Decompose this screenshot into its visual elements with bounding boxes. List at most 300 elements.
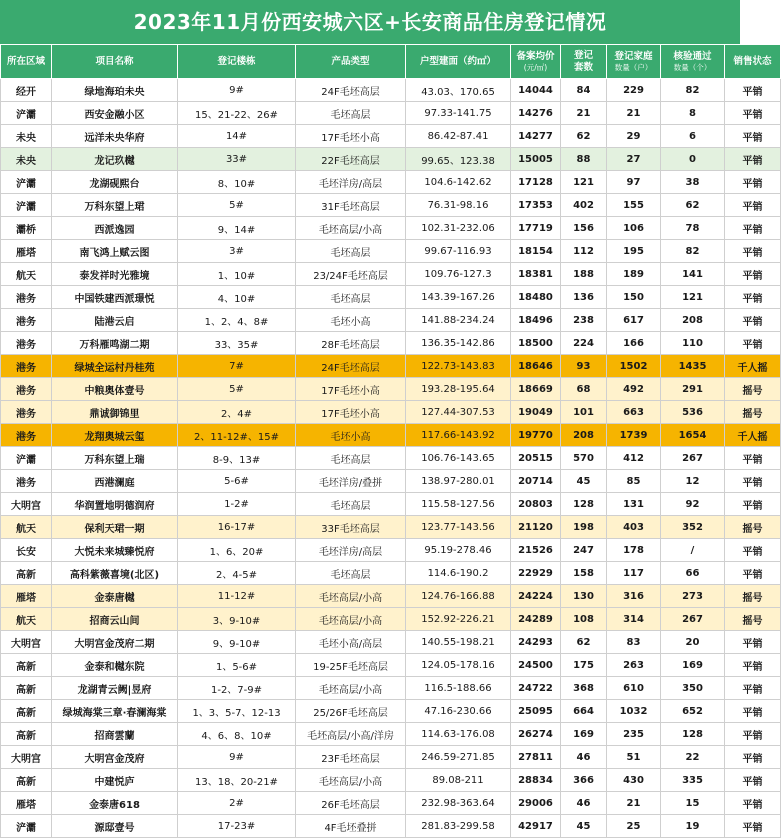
- cell-name: 龙记玖樾: [52, 148, 178, 171]
- table-row: [1, 125, 781, 148]
- cell-name: 龙湖青云阙|昱府: [52, 677, 178, 700]
- cell-type: 23/24F毛坯高层: [296, 263, 406, 286]
- table-row: [1, 608, 781, 631]
- cell-type: 17F毛坯小高: [296, 378, 406, 401]
- cell-verified: 110: [661, 332, 725, 355]
- cell-units: 570: [561, 447, 607, 470]
- cell-buildings: 33#: [178, 148, 296, 171]
- cell-status: 平销: [725, 194, 781, 217]
- cell-type: 24F毛坯高层: [296, 79, 406, 102]
- cell-type: 毛坯高层/小高: [296, 769, 406, 792]
- cell-area: 106.76-143.65: [406, 447, 511, 470]
- cell-verified: 141: [661, 263, 725, 286]
- cell-families: 492: [607, 378, 661, 401]
- header-status: 销售状态: [725, 45, 781, 79]
- cell-area: 104.6-142.62: [406, 171, 511, 194]
- table-row: [1, 516, 781, 539]
- cell-name: 大明宫金茂府二期: [52, 631, 178, 654]
- cell-price: 19770: [511, 424, 561, 447]
- cell-units: 108: [561, 608, 607, 631]
- table-row: [1, 263, 781, 286]
- table-row: [1, 792, 781, 815]
- cell-verified: 62: [661, 194, 725, 217]
- table-row: [1, 148, 781, 171]
- cell-status: 摇号: [725, 401, 781, 424]
- cell-verified: 20: [661, 631, 725, 654]
- registration-table: [0, 44, 781, 838]
- cell-area: 86.42-87.41: [406, 125, 511, 148]
- cell-verified: 15: [661, 792, 725, 815]
- cell-buildings: 2、4-5#: [178, 562, 296, 585]
- cell-units: 21: [561, 102, 607, 125]
- cell-price: 29006: [511, 792, 561, 815]
- table-row: [1, 585, 781, 608]
- cell-region: 港务: [1, 309, 52, 332]
- cell-region: 高新: [1, 654, 52, 677]
- cell-families: 229: [607, 79, 661, 102]
- cell-buildings: 17-23#: [178, 815, 296, 838]
- cell-verified: 8: [661, 102, 725, 125]
- cell-verified: 1654: [661, 424, 725, 447]
- cell-name: 龙湖砚熙台: [52, 171, 178, 194]
- cell-price: 18669: [511, 378, 561, 401]
- cell-region: 大明宫: [1, 631, 52, 654]
- cell-verified: 273: [661, 585, 725, 608]
- cell-area: 136.35-142.86: [406, 332, 511, 355]
- cell-price: 24722: [511, 677, 561, 700]
- cell-price: 42917: [511, 815, 561, 838]
- cell-price: 24500: [511, 654, 561, 677]
- cell-units: 46: [561, 746, 607, 769]
- table-row: [1, 240, 781, 263]
- table-row: [1, 700, 781, 723]
- cell-area: 76.31-98.16: [406, 194, 511, 217]
- cell-price: 18154: [511, 240, 561, 263]
- cell-type: 毛坯小高: [296, 309, 406, 332]
- cell-type: 毛坯高层/小高: [296, 608, 406, 631]
- header-verified-unit: 数量（个）: [673, 62, 712, 72]
- cell-name: 陆港云启: [52, 309, 178, 332]
- cell-families: 430: [607, 769, 661, 792]
- cell-units: 46: [561, 792, 607, 815]
- cell-name: 泰发祥时光雅境: [52, 263, 178, 286]
- table-row: [1, 723, 781, 746]
- cell-buildings: 2#: [178, 792, 296, 815]
- cell-units: 188: [561, 263, 607, 286]
- cell-status: 千人摇: [725, 355, 781, 378]
- cell-type: 毛坯高层: [296, 240, 406, 263]
- table-header-row: [1, 45, 781, 79]
- cell-buildings: 9#: [178, 746, 296, 769]
- cell-buildings: 16-17#: [178, 516, 296, 539]
- cell-name: 金泰唐618: [52, 792, 178, 815]
- cell-units: 88: [561, 148, 607, 171]
- cell-families: 117: [607, 562, 661, 585]
- cell-units: 238: [561, 309, 607, 332]
- cell-status: 千人摇: [725, 424, 781, 447]
- cell-verified: 208: [661, 309, 725, 332]
- table-row: [1, 378, 781, 401]
- cell-status: 平销: [725, 332, 781, 355]
- cell-price: 21120: [511, 516, 561, 539]
- cell-families: 155: [607, 194, 661, 217]
- cell-type: 26F毛坯高层: [296, 792, 406, 815]
- cell-verified: 267: [661, 447, 725, 470]
- cell-price: 22929: [511, 562, 561, 585]
- cell-price: 24293: [511, 631, 561, 654]
- header-price: [511, 45, 561, 79]
- cell-status: 平销: [725, 654, 781, 677]
- cell-type: 毛坯洋房/高层: [296, 539, 406, 562]
- header-verified: [661, 45, 725, 79]
- cell-region: 浐灞: [1, 194, 52, 217]
- cell-families: 106: [607, 217, 661, 240]
- cell-price: 18496: [511, 309, 561, 332]
- cell-buildings: 11-12#: [178, 585, 296, 608]
- cell-name: 中建悦庐: [52, 769, 178, 792]
- cell-status: 平销: [725, 631, 781, 654]
- table-row: [1, 332, 781, 355]
- table-body: [1, 79, 781, 838]
- cell-buildings: 2、4#: [178, 401, 296, 424]
- cell-name: 源邸壹号: [52, 815, 178, 838]
- cell-region: 航天: [1, 608, 52, 631]
- cell-verified: 82: [661, 79, 725, 102]
- cell-units: 136: [561, 286, 607, 309]
- cell-region: 灞桥: [1, 217, 52, 240]
- cell-families: 195: [607, 240, 661, 263]
- cell-region: 港务: [1, 424, 52, 447]
- table-row: [1, 401, 781, 424]
- cell-name: 万科雁鸣湖二期: [52, 332, 178, 355]
- cell-status: 平销: [725, 562, 781, 585]
- cell-type: 毛坯洋房/高层: [296, 171, 406, 194]
- cell-type: 毛坯高层/小高: [296, 585, 406, 608]
- cell-verified: /: [661, 539, 725, 562]
- cell-price: 20714: [511, 470, 561, 493]
- cell-units: 247: [561, 539, 607, 562]
- cell-region: 航天: [1, 516, 52, 539]
- cell-name: 金泰唐樾: [52, 585, 178, 608]
- cell-buildings: 9、9-10#: [178, 631, 296, 654]
- cell-status: 摇号: [725, 378, 781, 401]
- cell-name: 招商雲蘭: [52, 723, 178, 746]
- cell-status: 平销: [725, 539, 781, 562]
- cell-area: 232.98-363.64: [406, 792, 511, 815]
- cell-verified: 291: [661, 378, 725, 401]
- cell-buildings: 3#: [178, 240, 296, 263]
- cell-buildings: 33、35#: [178, 332, 296, 355]
- cell-families: 166: [607, 332, 661, 355]
- header-price-unit: (元/㎡): [523, 62, 548, 72]
- cell-name: 南飞鸿上赋云图: [52, 240, 178, 263]
- table-row: [1, 171, 781, 194]
- table-row: [1, 562, 781, 585]
- cell-units: 101: [561, 401, 607, 424]
- cell-type: 33F毛坯高层: [296, 516, 406, 539]
- header-units-label: 登记: [573, 49, 593, 61]
- cell-verified: 22: [661, 746, 725, 769]
- cell-name: 华润置地明德润府: [52, 493, 178, 516]
- cell-verified: 82: [661, 240, 725, 263]
- cell-status: 平销: [725, 677, 781, 700]
- cell-area: 99.65、123.38: [406, 148, 511, 171]
- cell-buildings: 13、18、20-21#: [178, 769, 296, 792]
- header-name: 项目名称: [52, 45, 178, 79]
- cell-verified: 78: [661, 217, 725, 240]
- cell-buildings: 2、11-12#、15#: [178, 424, 296, 447]
- cell-status: 平销: [725, 79, 781, 102]
- cell-region: 未央: [1, 125, 52, 148]
- cell-region: 港务: [1, 355, 52, 378]
- cell-area: 123.77-143.56: [406, 516, 511, 539]
- cell-units: 156: [561, 217, 607, 240]
- cell-status: 平销: [725, 447, 781, 470]
- cell-families: 97: [607, 171, 661, 194]
- header-price-label: 备案均价: [516, 50, 555, 62]
- cell-buildings: 1、5-6#: [178, 654, 296, 677]
- cell-units: 664: [561, 700, 607, 723]
- table-row: [1, 286, 781, 309]
- cell-region: 高新: [1, 562, 52, 585]
- cell-area: 47.16-230.66: [406, 700, 511, 723]
- cell-area: 43.03、170.65: [406, 79, 511, 102]
- header-families: [607, 45, 661, 79]
- cell-families: 403: [607, 516, 661, 539]
- cell-name: 远洋未央华府: [52, 125, 178, 148]
- cell-area: 109.76-127.3: [406, 263, 511, 286]
- cell-region: 长安: [1, 539, 52, 562]
- table-row: [1, 470, 781, 493]
- cell-price: 24289: [511, 608, 561, 631]
- cell-type: 17F毛坯小高: [296, 401, 406, 424]
- cell-buildings: 1-2、7-9#: [178, 677, 296, 700]
- cell-status: 平销: [725, 470, 781, 493]
- table-row: [1, 815, 781, 838]
- cell-name: 招商云山间: [52, 608, 178, 631]
- cell-price: 25095: [511, 700, 561, 723]
- cell-families: 617: [607, 309, 661, 332]
- header-buildings: 登记楼栋: [178, 45, 296, 79]
- cell-region: 浐灞: [1, 447, 52, 470]
- cell-region: 高新: [1, 723, 52, 746]
- cell-families: 51: [607, 746, 661, 769]
- cell-families: 235: [607, 723, 661, 746]
- cell-status: 摇号: [725, 608, 781, 631]
- cell-price: 20803: [511, 493, 561, 516]
- cell-type: 毛坯高层/小高/洋房: [296, 723, 406, 746]
- cell-verified: 0: [661, 148, 725, 171]
- cell-region: 高新: [1, 700, 52, 723]
- cell-region: 雁塔: [1, 792, 52, 815]
- table-row: [1, 539, 781, 562]
- cell-type: 25/26F毛坯高层: [296, 700, 406, 723]
- cell-price: 26274: [511, 723, 561, 746]
- cell-status: 平销: [725, 240, 781, 263]
- header-units: [561, 45, 607, 79]
- cell-region: 浐灞: [1, 171, 52, 194]
- cell-name: 西安金融小区: [52, 102, 178, 125]
- cell-families: 150: [607, 286, 661, 309]
- cell-units: 402: [561, 194, 607, 217]
- cell-area: 102.31-232.06: [406, 217, 511, 240]
- header-families-label: 登记家庭: [614, 50, 653, 62]
- cell-families: 316: [607, 585, 661, 608]
- cell-area: 138.97-280.01: [406, 470, 511, 493]
- cell-units: 68: [561, 378, 607, 401]
- cell-verified: 38: [661, 171, 725, 194]
- cell-type: 31F毛坯高层: [296, 194, 406, 217]
- cell-name: 中国铁建西派璟悦: [52, 286, 178, 309]
- cell-name: 万科东望上珺: [52, 194, 178, 217]
- cell-verified: 128: [661, 723, 725, 746]
- cell-verified: 6: [661, 125, 725, 148]
- cell-price: 27811: [511, 746, 561, 769]
- cell-units: 130: [561, 585, 607, 608]
- cell-families: 178: [607, 539, 661, 562]
- cell-area: 140.55-198.21: [406, 631, 511, 654]
- cell-units: 62: [561, 125, 607, 148]
- cell-families: 25: [607, 815, 661, 838]
- cell-price: 19049: [511, 401, 561, 424]
- cell-area: 246.59-271.85: [406, 746, 511, 769]
- cell-units: 158: [561, 562, 607, 585]
- cell-region: 港务: [1, 470, 52, 493]
- cell-area: 114.63-176.08: [406, 723, 511, 746]
- cell-buildings: 1、10#: [178, 263, 296, 286]
- cell-status: 平销: [725, 125, 781, 148]
- table-row: [1, 447, 781, 470]
- cell-area: 152.92-226.21: [406, 608, 511, 631]
- cell-status: 平销: [725, 746, 781, 769]
- cell-region: 未央: [1, 148, 52, 171]
- cell-status: 平销: [725, 700, 781, 723]
- cell-type: 28F毛坯高层: [296, 332, 406, 355]
- cell-region: 高新: [1, 677, 52, 700]
- cell-region: 高新: [1, 769, 52, 792]
- cell-region: 港务: [1, 401, 52, 424]
- cell-area: 99.67-116.93: [406, 240, 511, 263]
- cell-price: 18500: [511, 332, 561, 355]
- cell-region: 航天: [1, 263, 52, 286]
- cell-price: 24224: [511, 585, 561, 608]
- cell-buildings: 15、21-22、26#: [178, 102, 296, 125]
- cell-verified: 121: [661, 286, 725, 309]
- cell-units: 224: [561, 332, 607, 355]
- cell-type: 毛坯高层: [296, 562, 406, 585]
- cell-area: 127.44-307.53: [406, 401, 511, 424]
- cell-area: 115.58-127.56: [406, 493, 511, 516]
- cell-price: 18646: [511, 355, 561, 378]
- cell-area: 117.66-143.92: [406, 424, 511, 447]
- table-row: [1, 217, 781, 240]
- cell-verified: 19: [661, 815, 725, 838]
- cell-area: 193.28-195.64: [406, 378, 511, 401]
- cell-units: 198: [561, 516, 607, 539]
- cell-area: 114.6-190.2: [406, 562, 511, 585]
- cell-type: 22F毛坯高层: [296, 148, 406, 171]
- cell-region: 港务: [1, 286, 52, 309]
- cell-buildings: 5#: [178, 378, 296, 401]
- cell-families: 189: [607, 263, 661, 286]
- cell-verified: 652: [661, 700, 725, 723]
- cell-buildings: 14#: [178, 125, 296, 148]
- cell-families: 21: [607, 792, 661, 815]
- cell-price: 17128: [511, 171, 561, 194]
- table-row: [1, 424, 781, 447]
- table-row: [1, 355, 781, 378]
- header-area: 户型建面（约㎡）: [406, 45, 511, 79]
- cell-area: 116.5-188.66: [406, 677, 511, 700]
- cell-area: 97.33-141.75: [406, 102, 511, 125]
- cell-units: 84: [561, 79, 607, 102]
- cell-area: 89.08-211: [406, 769, 511, 792]
- cell-units: 366: [561, 769, 607, 792]
- cell-price: 28834: [511, 769, 561, 792]
- cell-region: 大明宫: [1, 746, 52, 769]
- cell-price: 14276: [511, 102, 561, 125]
- cell-units: 208: [561, 424, 607, 447]
- cell-price: 21526: [511, 539, 561, 562]
- page-title: 2023年11月份西安城六区+长安商品住房登记情况: [0, 0, 740, 44]
- cell-status: 平销: [725, 493, 781, 516]
- cell-buildings: 1、3、5-7、12-13: [178, 700, 296, 723]
- cell-status: 平销: [725, 171, 781, 194]
- cell-units: 169: [561, 723, 607, 746]
- table-row: [1, 677, 781, 700]
- cell-region: 浐灞: [1, 815, 52, 838]
- cell-name: 绿地海珀未央: [52, 79, 178, 102]
- header-verified-label: 核验通过: [673, 50, 712, 62]
- cell-area: 143.39-167.26: [406, 286, 511, 309]
- cell-families: 1739: [607, 424, 661, 447]
- cell-price: 18381: [511, 263, 561, 286]
- cell-verified: 536: [661, 401, 725, 424]
- cell-verified: 169: [661, 654, 725, 677]
- cell-type: 毛坯高层: [296, 447, 406, 470]
- cell-region: 港务: [1, 378, 52, 401]
- cell-status: 平销: [725, 309, 781, 332]
- cell-region: 浐灞: [1, 102, 52, 125]
- cell-area: 124.76-166.88: [406, 585, 511, 608]
- cell-type: 毛坯小高: [296, 424, 406, 447]
- cell-type: 4F毛坯叠拼: [296, 815, 406, 838]
- cell-status: 平销: [725, 263, 781, 286]
- header-units-label2: 套数: [573, 61, 593, 73]
- cell-units: 175: [561, 654, 607, 677]
- cell-price: 20515: [511, 447, 561, 470]
- cell-status: 平销: [725, 286, 781, 309]
- cell-type: 毛坯高层: [296, 493, 406, 516]
- cell-price: 14277: [511, 125, 561, 148]
- cell-status: 平销: [725, 217, 781, 240]
- cell-name: 大悦未来城臻悦府: [52, 539, 178, 562]
- cell-families: 29: [607, 125, 661, 148]
- cell-region: 雁塔: [1, 585, 52, 608]
- cell-status: 摇号: [725, 585, 781, 608]
- table-row: [1, 79, 781, 102]
- cell-buildings: 7#: [178, 355, 296, 378]
- cell-families: 263: [607, 654, 661, 677]
- cell-type: 23F毛坯高层: [296, 746, 406, 769]
- cell-units: 45: [561, 470, 607, 493]
- cell-verified: 92: [661, 493, 725, 516]
- header-families-unit: 数量（户）: [614, 62, 653, 72]
- cell-families: 85: [607, 470, 661, 493]
- cell-status: 平销: [725, 102, 781, 125]
- cell-verified: 267: [661, 608, 725, 631]
- cell-verified: 12: [661, 470, 725, 493]
